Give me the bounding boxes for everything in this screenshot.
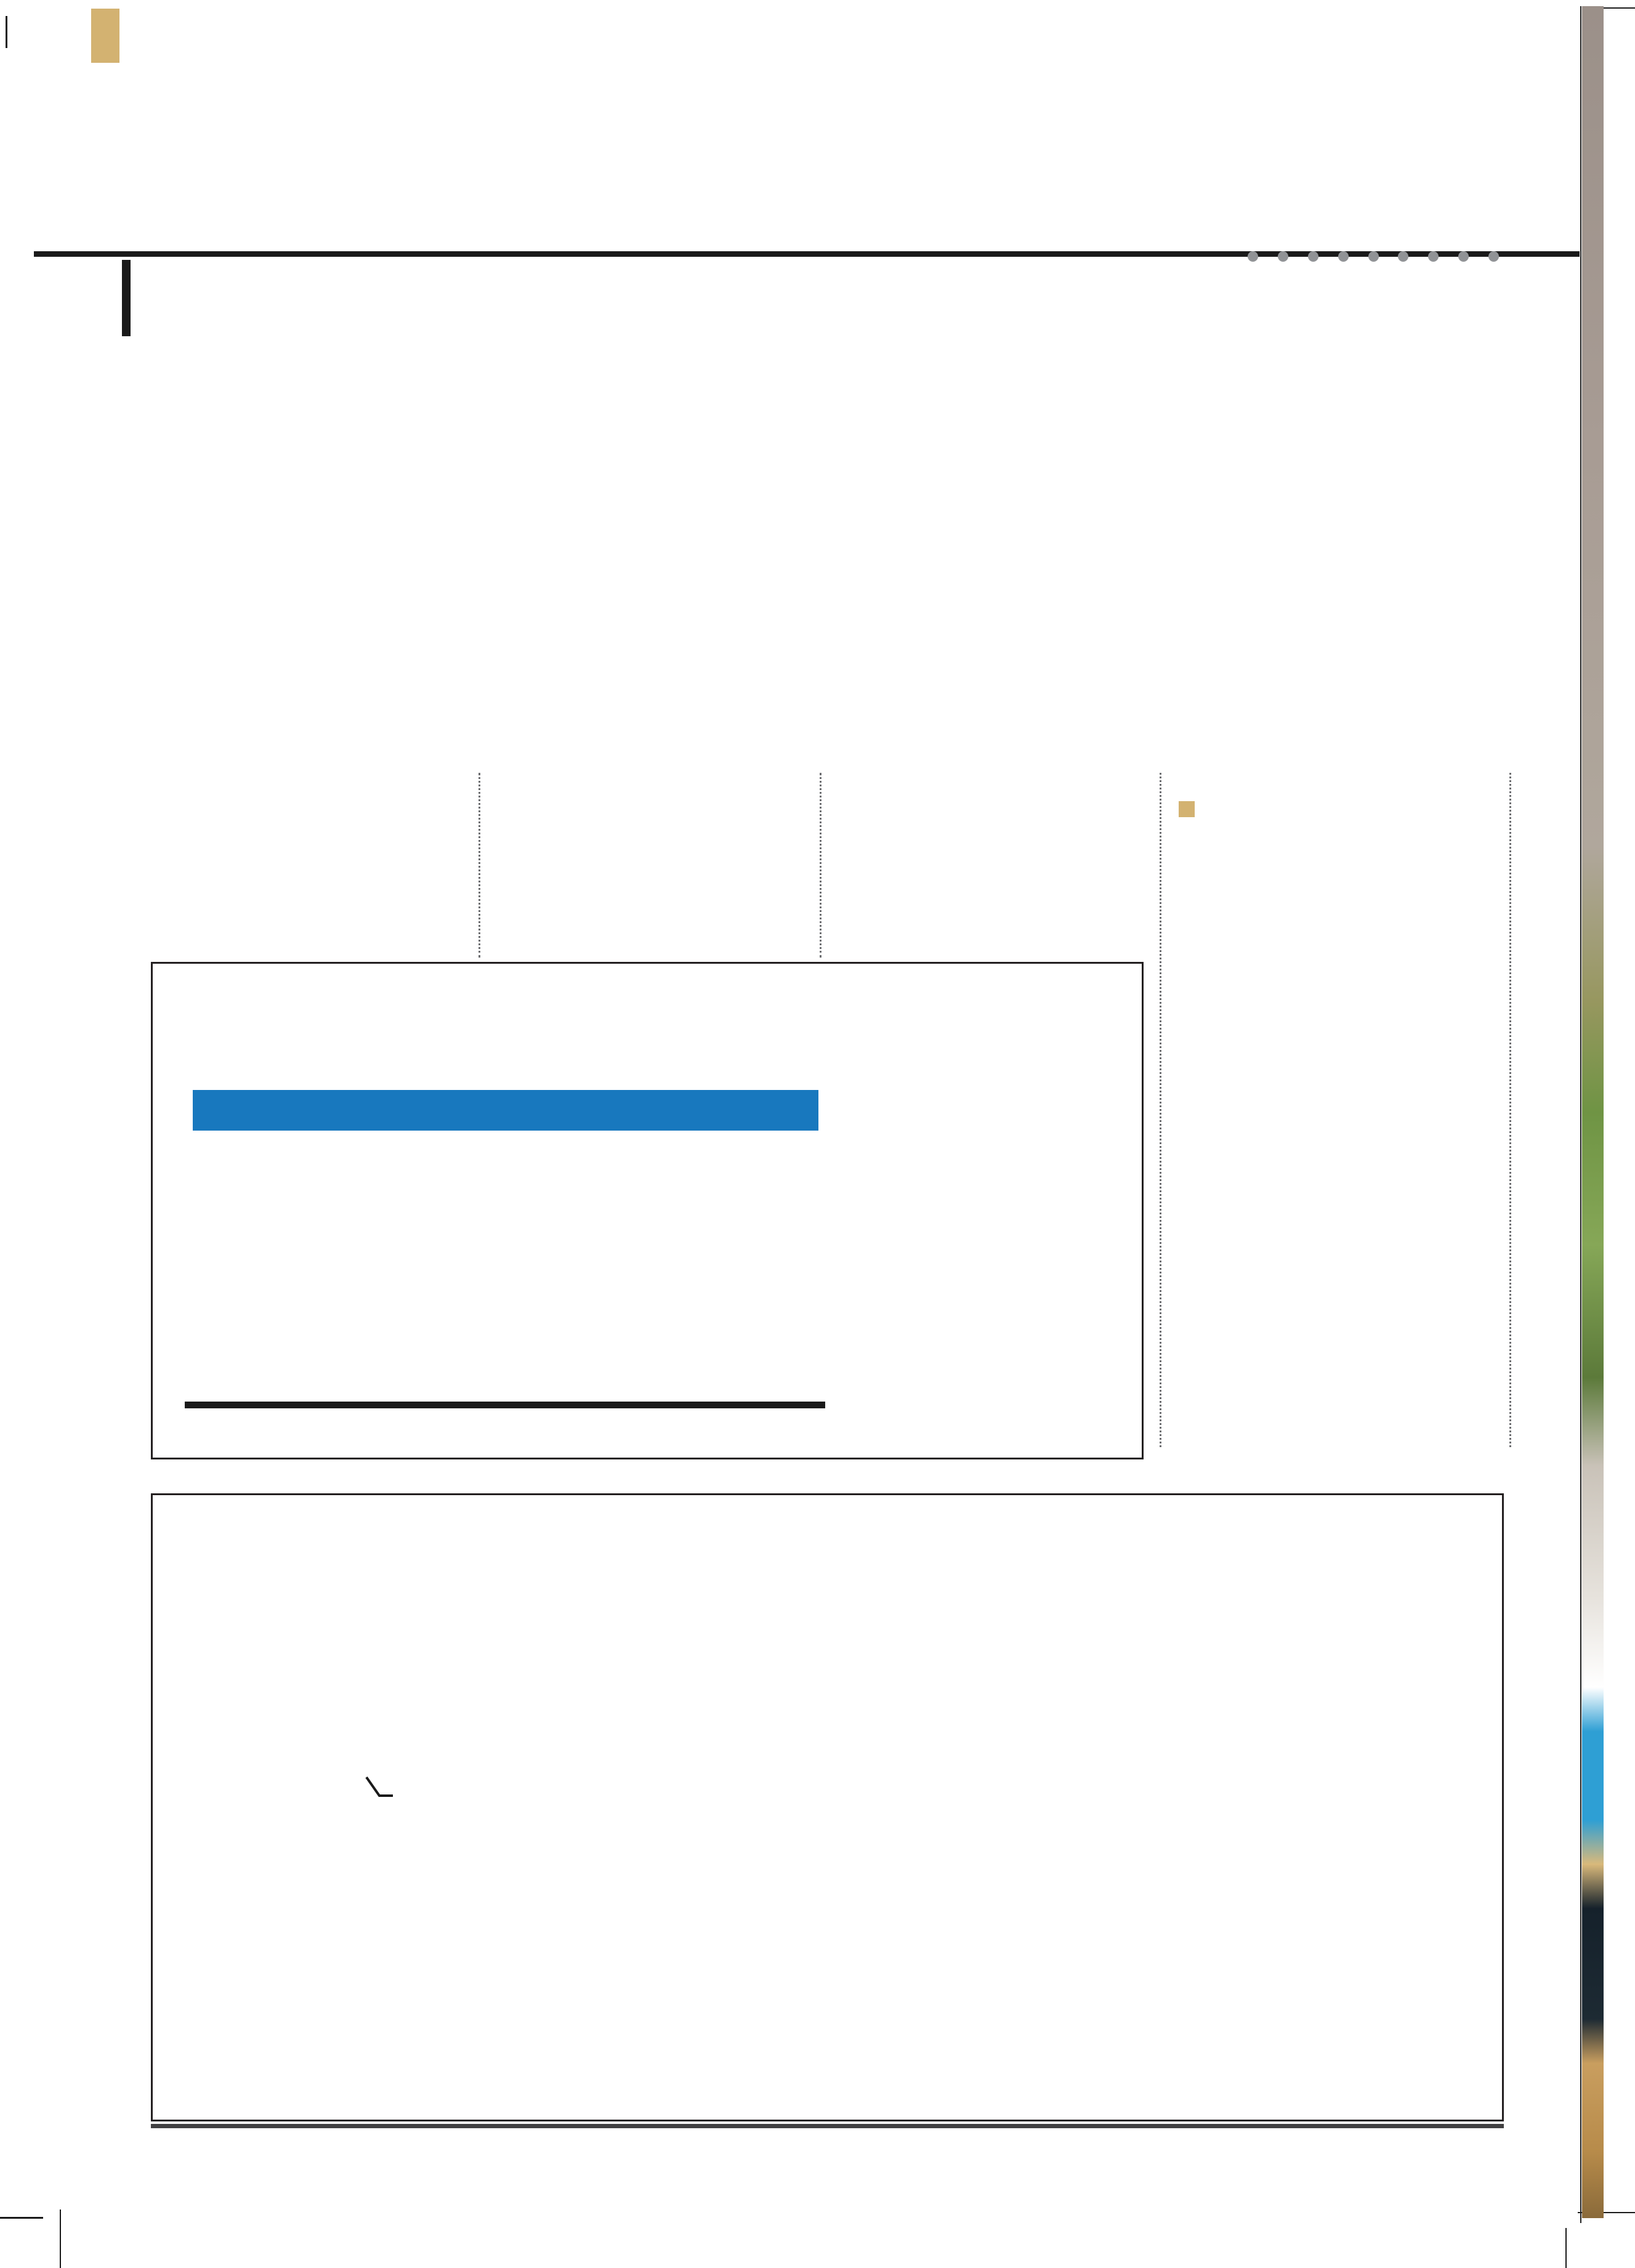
column-divider-2: [820, 773, 822, 958]
crop-mark-top-left: [6, 16, 7, 48]
column-1: [148, 765, 469, 789]
next-page-photo-bleed: [1582, 6, 1604, 2218]
chart1-totals-bar: [193, 1090, 818, 1131]
channel-share-pie: [234, 1764, 499, 2072]
category-color-block: [91, 9, 119, 63]
category-box-shadow-rule: [151, 2124, 1504, 2128]
crop-mark-bottom-left-h: [0, 2217, 43, 2219]
crop-mark-bottom-right-v: [1565, 2228, 1567, 2268]
nielsen-logo: [1243, 248, 1508, 262]
crop-mark-bottom-left-v: [60, 2209, 61, 2268]
column-divider-1: [478, 773, 480, 958]
store-universe-chart-box: [151, 962, 1144, 1459]
column-divider-4: [1509, 773, 1511, 1447]
page-edge-line: [1580, 6, 1581, 2223]
column-4: [1170, 765, 1490, 825]
column-4-text3: [1170, 793, 1490, 825]
column-divider-3: [1160, 773, 1161, 1447]
article-kicker-bar: [122, 260, 131, 336]
nielsen-logo-dots: [1243, 251, 1499, 262]
chart1-axis: [185, 1402, 825, 1408]
end-of-article-square: [1179, 801, 1195, 817]
category-trend-box: [151, 1493, 1504, 2121]
